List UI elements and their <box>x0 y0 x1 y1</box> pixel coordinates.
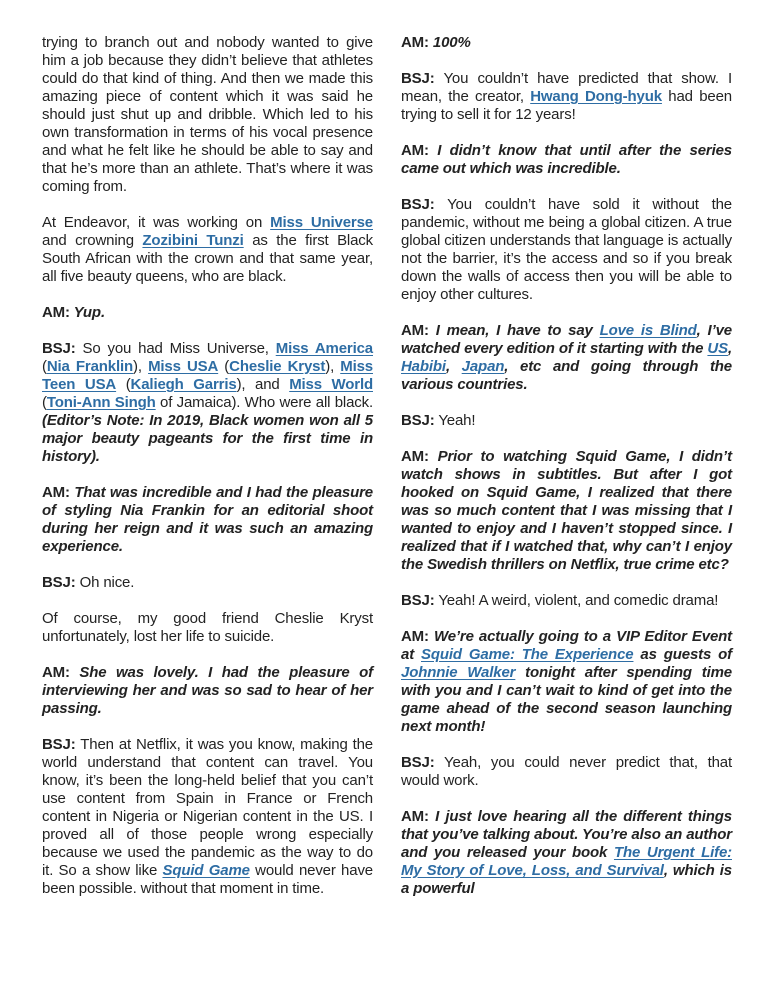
speaker-label: BSJ: <box>401 754 435 771</box>
inline-link[interactable]: Toni-Ann Singh <box>46 394 156 411</box>
text-run: would never have been possible. without that moment in time. <box>42 862 373 897</box>
inline-link[interactable]: Miss USA <box>148 358 219 375</box>
text-run: I didn’t know that until after the series came out which was incredible. <box>401 142 732 177</box>
text-run: ), <box>325 358 341 375</box>
text-run: You couldn’t have predicted that show. I mean, the creator, <box>401 70 732 105</box>
inline-link[interactable]: Miss Universe <box>270 214 373 231</box>
text-run: ( <box>42 394 47 411</box>
speaker-label: AM: <box>42 484 70 501</box>
inline-link[interactable]: US <box>707 340 728 357</box>
speaker-label: AM: <box>401 322 429 339</box>
text-run: Prior to watching Squid Game, I didn’t watch shows in subtitles. But after I got hooked on Squid Game, I realized that there was so much content that I was missing that I wanted to enjoy and I haven’t stopped since. I realized that if I watched that, why can’t I enjoy the Swedish thrillers on Netflix, true crime etc? <box>401 448 732 573</box>
text-run: At Endeavor, it was working on <box>42 214 271 231</box>
paragraph <box>401 448 732 574</box>
text-run: I mean, I have to say <box>428 322 600 339</box>
text-run: She was lovely. I had the pleasure of interviewing her and was so sad to hear of her passing. <box>42 664 373 717</box>
inline-link[interactable]: Kaliegh Garris <box>130 376 237 393</box>
text-run: had been trying to sell it for 12 years! <box>401 88 732 123</box>
paragraph <box>42 736 373 898</box>
inline-link[interactable]: Love is Blind <box>599 322 697 339</box>
text-run: , <box>727 340 732 357</box>
paragraph <box>42 340 373 466</box>
paragraph <box>401 34 732 52</box>
paragraph <box>401 628 732 736</box>
inline-link[interactable]: Hwang Dong-hyuk <box>530 88 662 105</box>
inline-link[interactable]: Miss World <box>289 376 373 393</box>
inline-link[interactable]: Habibi <box>401 358 446 375</box>
text-run: ( <box>116 376 131 393</box>
inline-link[interactable]: Cheslie Kryst <box>229 358 326 375</box>
speaker-label: BSJ: <box>401 412 435 429</box>
text-run: We’re actually going to a VIP Editor Event at <box>401 628 732 663</box>
inline-link[interactable]: The Urgent Life: My Story of Love, Loss, and Survival <box>401 844 732 879</box>
speaker-label: AM: <box>401 34 429 51</box>
speaker-label: AM: <box>42 664 70 681</box>
paragraph <box>401 808 732 898</box>
paragraph <box>42 610 373 646</box>
speaker-label: AM: <box>401 448 429 465</box>
paragraph <box>401 754 732 790</box>
text-run: , <box>445 358 462 375</box>
paragraph <box>401 70 732 124</box>
speaker-label: BSJ: <box>42 340 76 357</box>
paragraph <box>401 322 732 394</box>
text-run: , which is a powerful <box>401 862 732 897</box>
inline-link[interactable]: Miss America <box>275 340 373 357</box>
text-run: , etc and going through the various countries. <box>401 358 732 393</box>
speaker-label: AM: <box>401 142 429 159</box>
speaker-label: AM: <box>401 808 429 825</box>
speaker-label: BSJ: <box>42 736 76 753</box>
inline-link[interactable]: Miss Teen USA <box>42 358 373 393</box>
paragraph <box>42 34 373 196</box>
speaker-label: BSJ: <box>42 574 76 591</box>
left-column <box>42 34 373 916</box>
text-run: , I’ve watched every edition of it starting with the <box>401 322 732 357</box>
text-run: ( <box>218 358 230 375</box>
text-run: as the first Black South African with the crown and that same year, all five beauty queens, who are black. <box>42 232 373 285</box>
speaker-label: BSJ: <box>401 70 435 87</box>
text-run: (Editor’s Note: In 2019, Black women won all 5 major beauty pageants for the first time in history). <box>42 412 373 465</box>
text-run: of Jamaica). Who were all black. <box>155 394 373 411</box>
speaker-label: AM: <box>401 628 429 645</box>
paragraph <box>42 574 373 592</box>
text-run: I just love hearing all the different things that you’ve talking about. You’re also an author and you released your book <box>401 808 732 861</box>
text-run: ( <box>42 358 47 375</box>
paragraph <box>42 484 373 556</box>
speaker-label: BSJ: <box>401 592 435 609</box>
text-run: Yeah! A weird, violent, and comedic drama! <box>434 592 719 609</box>
inline-link[interactable]: Nia Franklin <box>46 358 134 375</box>
text-run: ), <box>133 358 149 375</box>
text-run: Oh nice. <box>75 574 135 591</box>
text-run: Yeah! <box>434 412 476 429</box>
inline-link[interactable]: Squid Game: The Experience <box>421 646 634 663</box>
text-run: trying to branch out and nobody wanted to give him a job because they didn’t believe that athletes could do that kind of thing. And then we made this amazing piece of content which it was said he should just shut up and dribble. Which led to his own transformation in terms of his vocal presence and what he felt like he should be able to say and that he’s more than an athlete. That’s where it was coming from. <box>42 34 373 195</box>
paragraph <box>42 214 373 286</box>
paragraph <box>401 142 732 178</box>
inline-link[interactable]: Johnnie Walker <box>401 664 516 681</box>
paragraph <box>401 592 732 610</box>
speaker-label: BSJ: <box>401 196 435 213</box>
text-run: Then at Netflix, it was you know, making the world understand that content can travel. You know, it’s been the long-held belief that you can’t use content from Spain in France or French content in Nigeria or Nigerian content in the US. I proved all of those people wrong especially because we used the pandemic as the way to do it. So a show like <box>42 736 373 879</box>
text-run: Yup. <box>69 304 105 321</box>
inline-link[interactable]: Squid Game <box>162 862 250 879</box>
text-run: as guests of <box>633 646 733 663</box>
text-run: and crowning <box>42 232 143 249</box>
inline-link[interactable]: Zozibini Tunzi <box>142 232 244 249</box>
text-run: That was incredible and I had the pleasure of styling Nia Frankin for an editorial shoot during her reign and it was such an amazing experience. <box>42 484 373 555</box>
paragraph <box>42 664 373 718</box>
text-run: ), and <box>236 376 290 393</box>
text-run: Of course, my good friend Cheslie Kryst unfortunately, lost her life to suicide. <box>42 610 373 645</box>
text-run: 100% <box>428 34 471 51</box>
speaker-label: AM: <box>42 304 70 321</box>
text-run: So you had Miss Universe, <box>75 340 276 357</box>
text-run: You couldn’t have sold it without the pandemic, without me being a global citizen. A true global citizen understands that language is actually not the barrier, it’s the access and so if you break down the walls of access then you will be able to enjoy other cultures. <box>401 196 732 303</box>
text-run: Yeah, you could never predict that, that would work. <box>401 754 732 789</box>
inline-link[interactable]: Japan <box>461 358 505 375</box>
paragraph <box>401 412 732 430</box>
paragraph <box>42 304 373 322</box>
paragraph <box>401 196 732 304</box>
right-column <box>401 34 732 916</box>
text-run: tonight after spending time with you and I can’t wait to kind of get into the game ahead of the second season launching next month! <box>401 664 732 735</box>
